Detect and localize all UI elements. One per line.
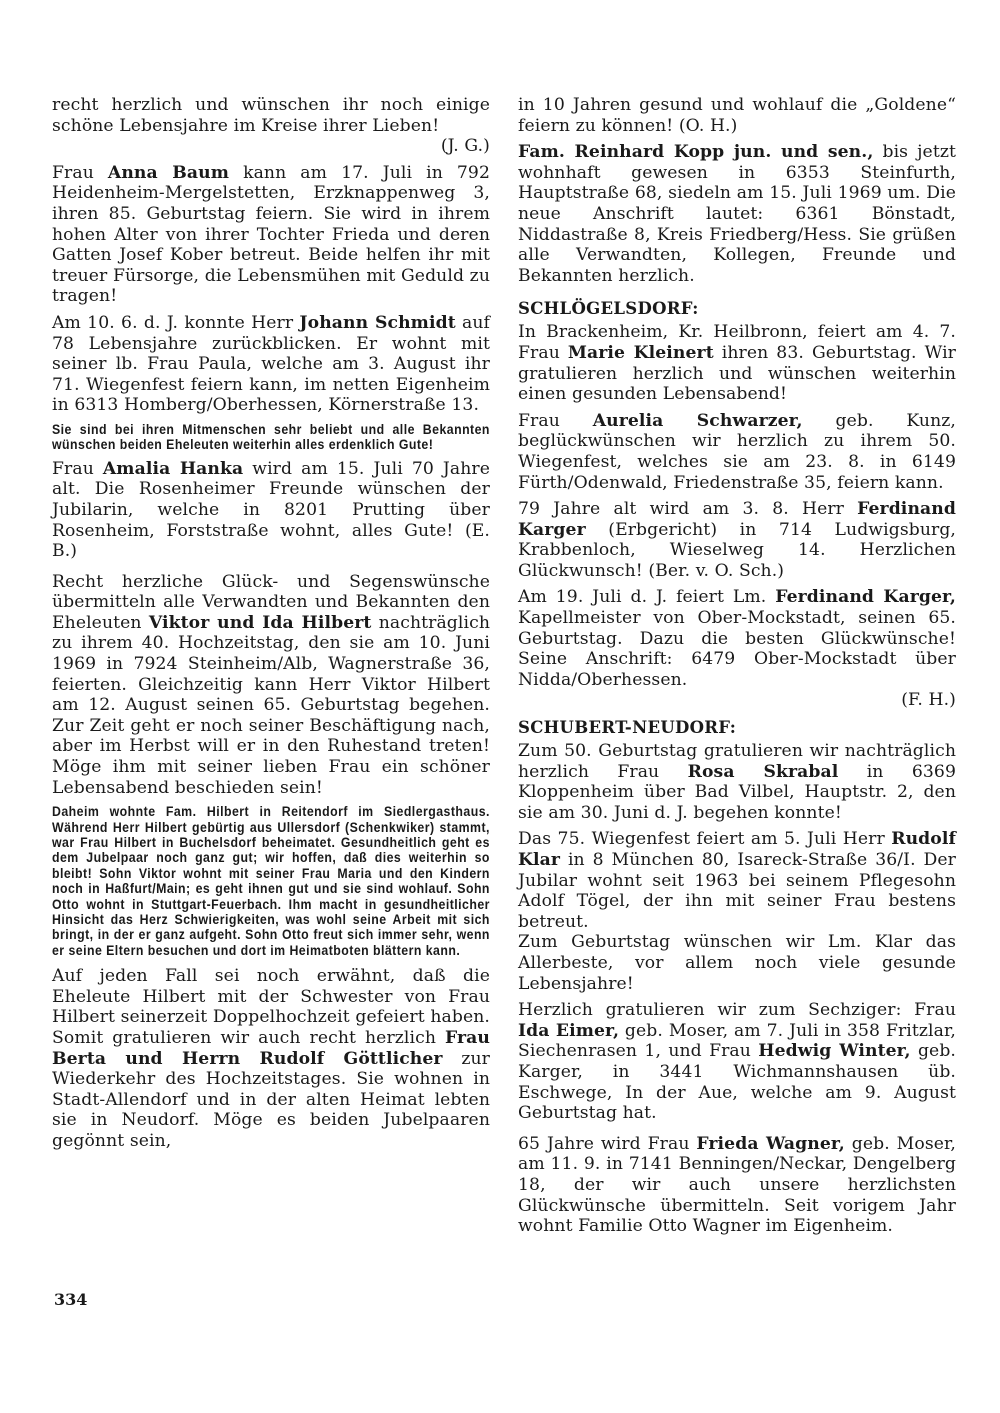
person-name: Ida Eimer, — [518, 1020, 620, 1041]
person-name: Amalia Hanka — [102, 458, 244, 479]
person-name: Marie Kleinert — [567, 342, 714, 363]
person-name: Fam. Reinhard Kopp jun. und sen., — [518, 142, 874, 163]
paragraph-schwarzer: Frau Aurelia Schwarzer, geb. Kunz, beglückwünschen wir herzlich zu ihrem 50. Wiegenfest, welches sie am 23. 8. in 6149 Fürth/Odenwald, Friedenstraße 35, feiern kann. — [518, 410, 956, 493]
paragraph-eimer-winter: Herzlich gratulieren wir zum Sechziger: Frau Ida Eimer, geb. Moser, am 7. Juli in 358 Fritzlar, Siechenrasen 1, und Frau Hedwig Winter, geb. Karger, in 3441 Wichmannshausen üb. Eschwege, In der Aue, welche am 9. August Geburtstag hat. — [518, 1000, 956, 1124]
paragraph-karger-2: Am 19. Juli d. J. feiert Lm. Ferdinand Karger, Kapellmeister von Ober-Mockstadt, seinen 65. Geburtstag. Dazu die besten Glückwünsche! Seine Anschrift: 6479 Ober-Mockstadt über Nidda/Oberhessen. (F. H.) — [518, 587, 956, 711]
person-name: Hedwig Winter, — [758, 1041, 911, 1062]
paragraph-wagner: 65 Jahre wird Frau Frieda Wagner, geb. Moser, am 11. 9. in 7141 Benningen/Neckar, Dengelberg 18, der wir auch unsere herzlichsten Glückwünsche übermitteln. Seit vorigem Jahr wohnt Familie Otto Wagner im Eigenheim. — [518, 1133, 956, 1237]
author-initials: (F. H.) — [901, 690, 956, 711]
paragraph: recht herzlich und wünschen ihr noch einige schöne Lebensjahre im Kreise ihrer Lieben! (J. G.) — [52, 95, 490, 157]
paragraph-goettlicher: Auf jeden Fall sei noch erwähnt, daß die Eheleute Hilbert mit der Schwester von Frau Hilbert seinerzeit Doppelhochzeit gefeiert haben. Somit gratulieren wir auch recht herzlich Frau Berta und Herrn Rudolf Göttlicher zur Wiederkehr des Hochzeitstages. Sie wohnen in Stadt-Allendorf und in der alten Heimat lebten sie in Neudorf. Möge es beiden Jubelpaaren gegönnt sein, — [52, 966, 490, 1152]
person-name: Rudolf Klar — [518, 829, 956, 870]
small-print-note: Daheim wohnte Fam. Hilbert in Reitendorf im Siedlergasthaus. Während Herr Hilbert gebürtig aus Ullersdorf (Schenkwiker) stammt, war Frau Hilbert in Buchelsdorf beheimatet. Gesundheitlich geht es dem Jubelpaar noch ganz gut; wir hoffen, daß dies weiterhin so bleibt! Sohn Viktor wohnt mit seiner Frau Maria und den Kindern noch in Haßfurt/Main; es geht ihnen gut und sie sind wohlauf. Sohn Otto wohnt in Stuttgart-Feuerbach. Ihm macht in gesundheitlicher Hinsicht das Herz Schwierigkeiten, was wohl seine Arbeit mit sich bringt, in der er ganz aufgeht. Sohn Otto freut sich immer sehr, wenn er seine Eltern besuchen und dort im Heimatboten blättern kann. — [52, 804, 490, 958]
paragraph-anna-baum: Frau Anna Baum kann am 17. Juli in 792 Heidenheim-Mergelstetten, Erzknappenweg 3, ihren 85. Geburtstag feiern. Sie wird in ihrem hohen Alter von ihrer Tochter Frieda und deren Gatten Josef Kober betreut. Beide helfen ihr mit treuer Fürsorge, die Lebensmühen mit Geduld zu tragen! — [52, 162, 490, 307]
person-name: Ferdinand Karger — [518, 499, 956, 540]
person-name: Johann Schmidt — [299, 312, 456, 333]
paragraph-klar-wishes: Zum Geburtstag wünschen wir Lm. Klar das Allerbeste, vor allem noch viele gesunde Lebensjahre! — [518, 932, 956, 994]
left-column — [52, 95, 490, 1158]
page-number: 334 — [54, 1290, 88, 1309]
author-initials: (J. G.) — [440, 136, 490, 157]
paragraph-kleinert: In Brackenheim, Kr. Heilbronn, feiert am 4. 7. Frau Marie Kleinert ihren 83. Geburtstag. Wir gratulieren herzlich und wünschen weiterhin einen gesunden Lebensabend! — [518, 322, 956, 405]
section-heading-schubert-neudorf: SCHUBERT-NEUDORF: — [518, 718, 737, 738]
paragraph-hilbert: Recht herzliche Glück- und Segenswünsche übermitteln alle Verwandten und Bekannten den Eheleuten Viktor und Ida Hilbert nachträglich zu ihrem 40. Hochzeitstag, den sie am 10. Juni 1969 in 7924 Steinheim/Alb, Wagnerstraße 36, feierten. Gleichzeitig kann Herr Viktor Hilbert am 12. August seinen 65. Geburtstag begehen. Zur Zeit geht er noch seiner Beschäftigung nach, aber im Herbst will er in den Ruhestand treten! Möge ihm mit seiner lieben Frau ein schöner Lebensabend beschieden sein! — [52, 571, 491, 798]
paragraph-johann-schmidt: Am 10. 6. d. J. konnte Herr Johann Schmidt auf 78 Lebensjahre zurückblicken. Er wohnt mit seiner lb. Frau Paula, welche am 3. August ihr 71. Wiegenfest feiern kann, im netten Eigenheim in 6313 Homberg/Oberhessen, Körnerstraße 13. — [52, 312, 491, 416]
paragraph-karger-1: 79 Jahre alt wird am 3. 8. Herr Ferdinand Karger (Erbgericht) in 714 Ludwigsburg, Krabbenloch, Wieselweg 14. Herzlichen Glückwunsch! (Ber. v. O. Sch.) — [518, 499, 956, 581]
person-name: Rosa Skrabal — [687, 761, 839, 782]
section-heading-schloegelsdorf: SCHLÖGELSDORF: — [518, 299, 699, 319]
paragraph-klar: Das 75. Wiegenfest feiert am 5. Juli Herr Rudolf Klar in 8 München 80, Isareck-Straße 36/I. Der Jubilar wohnt seit 1963 bei seinem Pflegesohn Adolf Tögel, der ihn mit seiner Frau bestens betreut. — [518, 829, 956, 932]
paragraph-skrabal: Zum 50. Geburtstag gratulieren wir nachträglich herzlich Frau Rosa Skrabal in 6369 Kloppenheim über Bad Vilbel, Hauptstr. 2, den sie am 30. Juni d. J. begehen konnte! — [518, 741, 956, 823]
right-column — [518, 95, 956, 1243]
person-name: Anna Baum — [107, 162, 230, 183]
person-name: Frieda Wagner, — [696, 1133, 845, 1154]
paragraph-kopp: Fam. Reinhard Kopp jun. und sen., bis jetzt wohnhaft gewesen in 6353 Steinfurth, Hauptstraße 68, siedeln am 15. Juli 1969 um. Die neue Anschrift lautet: 6361 Bönstadt, Niddastraße 8, Kreis Friedberg/Hess. Sie grüßen alle Verwandten, Kollegen, Freunde und Bekannten herzlich. — [518, 142, 956, 286]
paragraph-amalia-hanka: Frau Amalia Hanka wird am 15. Juli 70 Jahre alt. Die Rosenheimer Freunde wünschen der Jubilarin, welche in 8201 Prutting über Rosenheim, Forststraße wohnt, alles Gute! (E. B.) — [52, 458, 490, 562]
paragraph: in 10 Jahren gesund und wohlauf die „Goldene“ feiern zu können! (O. H.) — [518, 95, 956, 136]
person-name: Viktor und Ida Hilbert — [148, 612, 372, 633]
person-name: Aurelia Schwarzer, — [592, 410, 803, 431]
small-print-note: Sie sind bei ihren Mitmenschen sehr beliebt und alle Bekannten wünschen beiden Eheleuten weiterhin alles erdenklich Gute! — [52, 421, 490, 453]
person-name: Ferdinand Karger, — [775, 587, 956, 608]
person-name: Frau Berta und Herrn Rudolf Göttlicher — [52, 1028, 490, 1069]
